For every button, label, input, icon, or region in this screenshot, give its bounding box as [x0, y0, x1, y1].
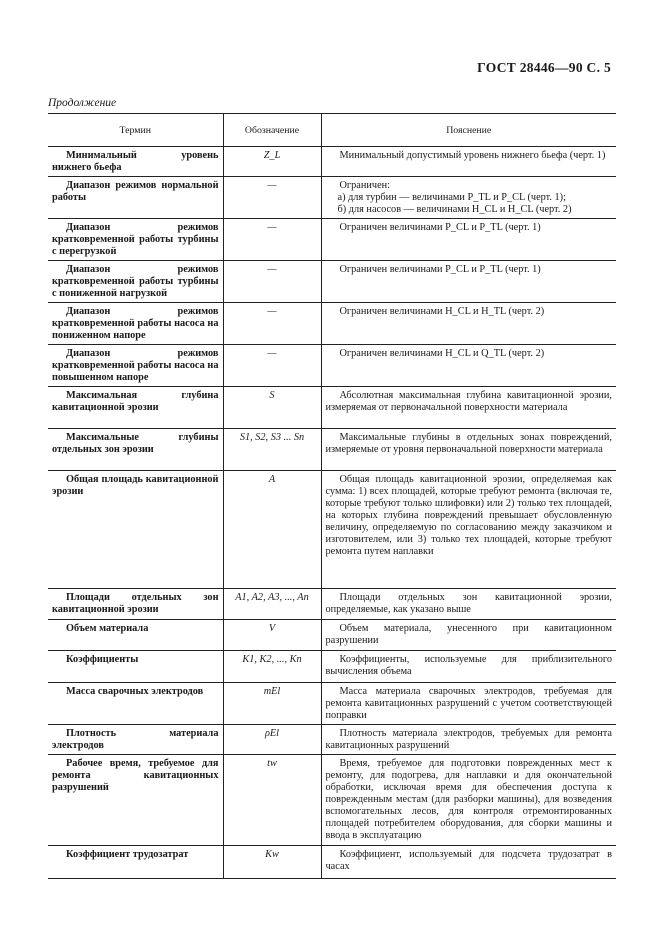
row-description: [321, 683, 616, 725]
row-symbol: ρEl: [223, 725, 321, 755]
row-term: Максимальная глубина кавитационной эрозии: [52, 390, 219, 413]
table-row: [48, 471, 616, 589]
table-row: [48, 345, 616, 387]
description-line: Площади отдельных зон кавитационной эрозии, определяемые, как указано выше: [325, 592, 612, 615]
row-symbol: A1, A2, A3, ..., An: [223, 589, 321, 620]
row-description: [321, 725, 616, 755]
row-description: [321, 755, 616, 846]
continuation-label: Продолжение: [48, 97, 117, 109]
row-symbol: A: [223, 471, 321, 589]
table-row: [48, 683, 616, 725]
table-row: [48, 147, 616, 177]
row-term: Рабочее время, требуемое для ремонта кавитационных разрушений: [52, 758, 219, 793]
row-term: Площади отдельных зон кавитационной эрозии: [52, 592, 219, 615]
column-header-term: Термин: [48, 114, 223, 147]
row-term: Диапазон режимов кратковременной работы турбины с перегрузкой: [52, 222, 219, 257]
row-symbol: Kw: [223, 846, 321, 879]
column-header-description: Пояснение: [321, 114, 616, 147]
row-term: Диапазон режимов нормальной работы: [52, 180, 219, 203]
description-line: Плотность материала электродов, требуемых для ремонта кавитационных разрушений: [325, 728, 612, 751]
row-description: [321, 345, 616, 387]
row-term: Коэффициент трудозатрат: [66, 849, 189, 860]
row-term: Диапазон режимов кратковременной работы насоса на пониженном напоре: [52, 306, 219, 341]
row-symbol: —: [223, 345, 321, 387]
column-header-symbol: Обозначение: [223, 114, 321, 147]
table-row: [48, 177, 616, 219]
table-row: [48, 755, 616, 846]
description-line: Общая площадь кавитационной эрозии, определяемая как сумма: 1) всех площадей, которые требуют ремонта (включая те, которые требуют только шлифовки) или 2) только тех площадей, на которых глубина повреждений превышает обусловленную величину, определяемую по согласованию между заказчиком и изготовителем, или 3) только тех площадей, которые требуют ремонта путем наплавки: [325, 474, 612, 557]
table-row: [48, 429, 616, 471]
table-row: [48, 725, 616, 755]
row-term: Коэффициенты: [66, 654, 139, 665]
row-description: [321, 620, 616, 651]
row-symbol: S1, S2, S3 ... Sn: [223, 429, 321, 471]
row-term: Объем материала: [66, 623, 149, 634]
table-row: [48, 589, 616, 620]
description-line: а) для турбин — величинами P_TL и P_CL (черт. 1);: [337, 192, 566, 203]
row-description: [321, 651, 616, 683]
description-line: Ограничен величинами P_CL и P_TL (черт. 1): [339, 222, 541, 233]
row-symbol: —: [223, 177, 321, 219]
row-description: [321, 846, 616, 879]
description-line: Масса материала сварочных электродов, требуемая для ремонта кавитационных разрушений с учетом соответствующей поправки: [325, 686, 612, 721]
row-description: [321, 303, 616, 345]
description-line: б) для насосов — величинами H_CL и H_CL (черт. 2): [337, 204, 572, 215]
table-header-row: [48, 114, 616, 147]
description-line: Максимальные глубины в отдельных зонах повреждений, измеряемые от уровня первоначальной поверхности материала: [325, 432, 612, 455]
row-description: [321, 471, 616, 589]
row-description: [321, 387, 616, 429]
table-row: [48, 219, 616, 261]
description-line: Коэффициенты, используемые для приблизительного вычисления объема: [325, 654, 612, 677]
row-term: Диапазон режимов кратковременной работы турбины с пониженной нагрузкой: [52, 264, 219, 299]
row-description: [321, 589, 616, 620]
table-row: [48, 387, 616, 429]
row-symbol: Z_L: [223, 147, 321, 177]
table-row: [48, 620, 616, 651]
description-line: Ограничен:: [339, 180, 391, 191]
row-term: Плотность материала электродов: [52, 728, 219, 751]
row-term: Максимальные глубины отдельных зон эрозии: [52, 432, 219, 455]
description-line: Объем материала, унесенного при кавитационном разрушении: [325, 623, 612, 646]
row-symbol: —: [223, 219, 321, 261]
description-line: Ограничен величинами H_CL и Q_TL (черт. 2): [339, 348, 545, 359]
row-symbol: V: [223, 620, 321, 651]
row-description: [321, 177, 616, 219]
row-symbol: —: [223, 303, 321, 345]
table-row: [48, 261, 616, 303]
description-line: Абсолютная максимальная глубина кавитационной эрозии, измеряемая от первоначальной поверхности материала: [325, 390, 612, 413]
page-header: ГОСТ 28446—90 С. 5: [477, 60, 611, 75]
row-term: Масса сварочных электродов: [66, 686, 204, 697]
row-term: Диапазон режимов кратковременной работы насоса на повышенном напоре: [52, 348, 219, 383]
table-row: [48, 651, 616, 683]
row-symbol: K1, K2, ..., Kn: [223, 651, 321, 683]
row-term: Общая площадь кавитационной эрозии: [52, 474, 219, 497]
row-description: [321, 429, 616, 471]
row-description: [321, 147, 616, 177]
table-row: [48, 846, 616, 879]
row-symbol: mEl: [223, 683, 321, 725]
description-line: Ограничен величинами P_CL и P_TL (черт. 1): [339, 264, 541, 275]
description-line: Время, требуемое для подготовки поврежденных мест к ремонту, для подогрева, для наплавки и для окончательной обработки, исключая время для обеспечения доступа к поврежденным местам (для разборки машины), для возведения вспомогательных лесов, для контроля отремонтированных площадей потребителем оборудования, для сборки машины и ввода в эксплуатацию: [325, 758, 612, 841]
row-symbol: —: [223, 261, 321, 303]
table-row: [48, 303, 616, 345]
terms-table: [48, 113, 616, 879]
row-symbol: S: [223, 387, 321, 429]
description-line: Минимальный допустимый уровень нижнего бьефа (черт. 1): [339, 150, 606, 161]
row-description: [321, 219, 616, 261]
description-line: Ограничен величинами H_CL и H_TL (черт. 2): [339, 306, 545, 317]
description-line: Коэффициент, используемый для подсчета трудозатрат в часах: [325, 849, 612, 872]
row-description: [321, 261, 616, 303]
row-term: Минимальный уровень нижнего бьефа: [52, 150, 219, 173]
row-symbol: tw: [223, 755, 321, 846]
